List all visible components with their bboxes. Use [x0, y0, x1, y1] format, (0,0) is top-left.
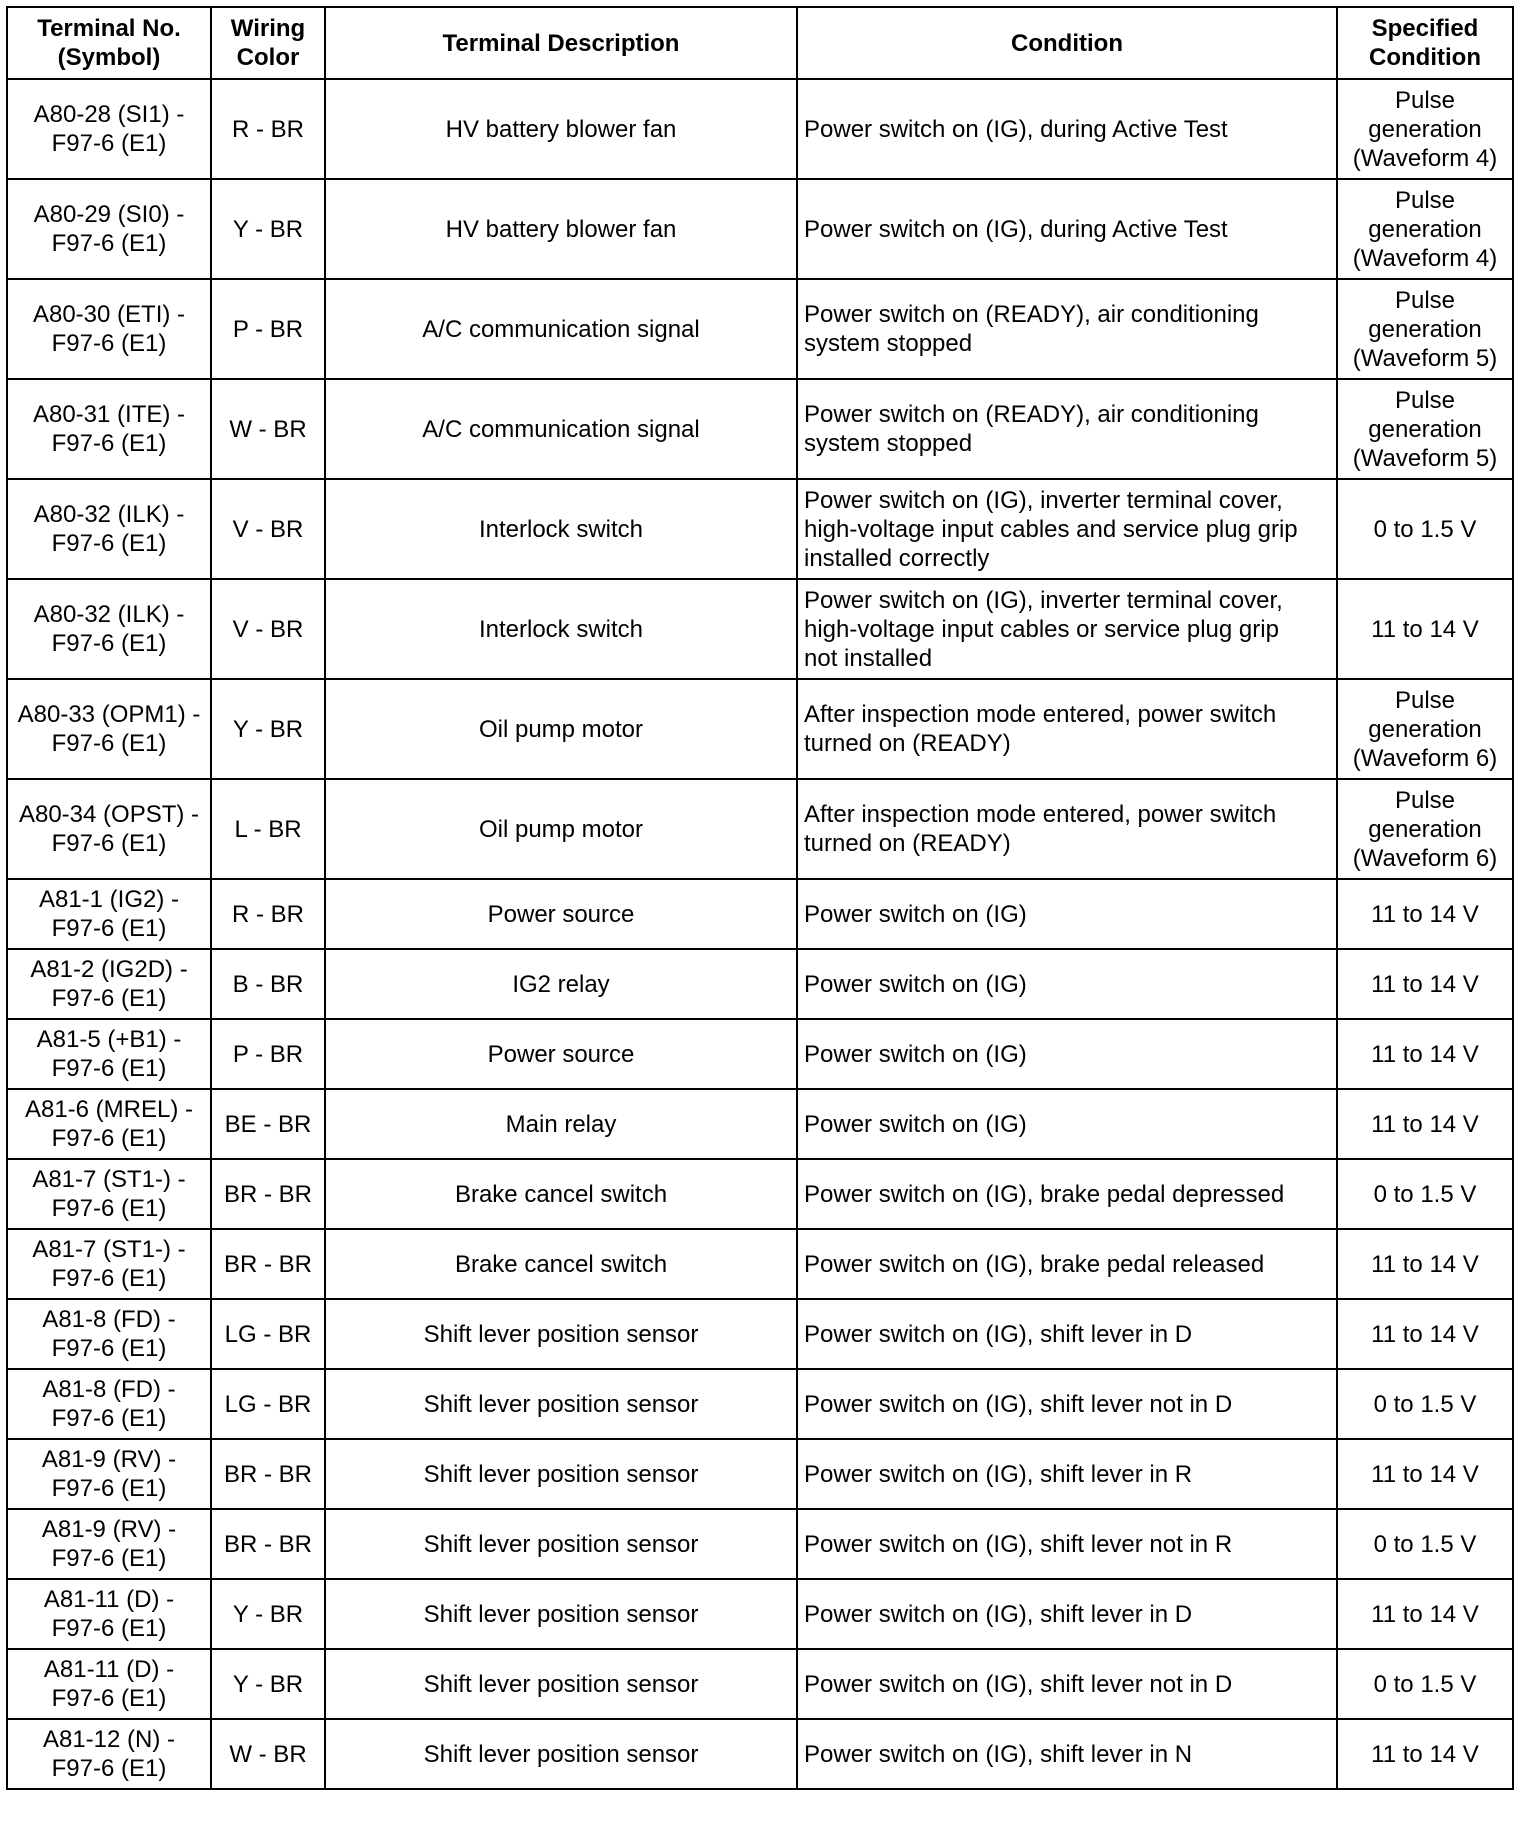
cell-wiring-color	[211, 479, 325, 579]
cell-wiring-color	[211, 1089, 325, 1159]
cell-terminal-text: A81-12 (N) - F97-6 (E1)	[42, 1726, 176, 1782]
cell-condition-text: Power switch on (IG), brake pedal depressed	[804, 1180, 1285, 1208]
cell-condition	[797, 179, 1337, 279]
cell-specified-condition-text: 0 to 1.5 V	[1373, 1670, 1477, 1698]
cell-terminal	[7, 1229, 211, 1299]
cell-condition	[797, 79, 1337, 179]
cell-terminal	[7, 1019, 211, 1089]
cell-terminal-description-text: Oil pump motor	[478, 715, 644, 743]
cell-specified-condition-text: 11 to 14 V	[1371, 615, 1479, 643]
table-row	[7, 1649, 1513, 1719]
cell-terminal-description-text: HV battery blower fan	[445, 215, 677, 243]
cell-terminal	[7, 679, 211, 779]
cell-terminal-description	[325, 1719, 797, 1789]
cell-condition-text: Power switch on (IG), shift lever not in D	[804, 1670, 1233, 1698]
cell-terminal	[7, 1579, 211, 1649]
cell-terminal-text: A80-33 (OPM1) - F97-6 (E1)	[17, 701, 201, 757]
cell-terminal-text: A81-9 (RV) - F97-6 (E1)	[41, 1516, 177, 1572]
cell-wiring-color-text: BR - BR	[223, 1250, 312, 1278]
cell-wiring-color-text: B - BR	[232, 970, 304, 998]
cell-terminal-description	[325, 579, 797, 679]
cell-terminal-description-text: Shift lever position sensor	[423, 1460, 699, 1488]
cell-wiring-color	[211, 579, 325, 679]
cell-specified-condition	[1337, 479, 1513, 579]
cell-terminal	[7, 79, 211, 179]
cell-condition	[797, 679, 1337, 779]
table-row	[7, 1369, 1513, 1439]
cell-terminal-description-text: A/C communication signal	[422, 315, 700, 343]
table-row	[7, 1719, 1513, 1789]
table-row	[7, 1159, 1513, 1229]
cell-specified-condition-text: 11 to 14 V	[1371, 900, 1479, 928]
header-specified-condition: Specified Condition	[1337, 7, 1513, 79]
cell-terminal-text: A81-5 (+B1) - F97-6 (E1)	[36, 1026, 182, 1082]
cell-condition-text: Power switch on (IG)	[804, 1040, 1027, 1068]
cell-terminal-description-text: HV battery blower fan	[445, 115, 677, 143]
cell-terminal-description-text: Shift lever position sensor	[423, 1670, 699, 1698]
table-row	[7, 1019, 1513, 1089]
cell-specified-condition-text: Pulse generation (Waveform 5)	[1352, 386, 1498, 472]
cell-specified-condition	[1337, 1649, 1513, 1719]
cell-condition	[797, 1649, 1337, 1719]
cell-terminal-text: A81-7 (ST1-) - F97-6 (E1)	[32, 1166, 186, 1222]
cell-wiring-color	[211, 949, 325, 1019]
cell-specified-condition-text: 11 to 14 V	[1371, 1040, 1479, 1068]
cell-terminal-description-text: Interlock switch	[478, 515, 644, 543]
cell-terminal-description	[325, 679, 797, 779]
cell-terminal-text: A80-29 (SI0) - F97-6 (E1)	[33, 201, 185, 257]
cell-terminal	[7, 279, 211, 379]
cell-wiring-color-text: LG - BR	[224, 1390, 312, 1418]
table-row	[7, 1509, 1513, 1579]
cell-wiring-color-text: Y - BR	[232, 715, 304, 743]
table-row	[7, 79, 1513, 179]
cell-terminal-text: A81-7 (ST1-) - F97-6 (E1)	[32, 1236, 186, 1292]
cell-condition-text: Power switch on (IG), inverter terminal cover, high-voltage input cables or service plug grip not installed	[804, 586, 1283, 672]
cell-wiring-color	[211, 1229, 325, 1299]
cell-specified-condition-text: Pulse generation (Waveform 4)	[1352, 86, 1498, 172]
cell-condition-text: After inspection mode entered, power switch turned on (READY)	[804, 701, 1277, 757]
cell-terminal	[7, 479, 211, 579]
cell-terminal-text: A81-1 (IG2) - F97-6 (E1)	[38, 886, 180, 942]
cell-specified-condition	[1337, 679, 1513, 779]
cell-specified-condition-text: Pulse generation (Waveform 5)	[1352, 286, 1498, 372]
cell-terminal	[7, 1369, 211, 1439]
cell-terminal-description	[325, 379, 797, 479]
cell-terminal-text: A81-8 (FD) - F97-6 (E1)	[42, 1306, 176, 1362]
cell-terminal	[7, 1299, 211, 1369]
cell-terminal-description-text: Brake cancel switch	[454, 1180, 668, 1208]
cell-terminal-text: A81-2 (IG2D) - F97-6 (E1)	[30, 956, 188, 1012]
cell-specified-condition-text: 11 to 14 V	[1371, 970, 1479, 998]
cell-terminal-text: A81-11 (D) - F97-6 (E1)	[43, 1656, 175, 1712]
cell-terminal-description	[325, 1299, 797, 1369]
cell-terminal-description-text: Shift lever position sensor	[423, 1600, 699, 1628]
cell-specified-condition	[1337, 1019, 1513, 1089]
cell-terminal-description-text: Power source	[487, 900, 635, 928]
cell-specified-condition	[1337, 1299, 1513, 1369]
cell-wiring-color-text: P - BR	[232, 1040, 304, 1068]
cell-specified-condition-text: Pulse generation (Waveform 4)	[1352, 186, 1498, 272]
cell-wiring-color	[211, 779, 325, 879]
cell-terminal	[7, 1649, 211, 1719]
cell-terminal-description	[325, 779, 797, 879]
header-terminal-description: Terminal Description	[325, 7, 797, 79]
cell-condition	[797, 879, 1337, 949]
cell-condition-text: Power switch on (READY), air conditioning system stopped	[804, 301, 1259, 357]
cell-wiring-color	[211, 679, 325, 779]
cell-specified-condition-text: Pulse generation (Waveform 6)	[1352, 686, 1498, 772]
cell-terminal	[7, 179, 211, 279]
cell-specified-condition-text: 11 to 14 V	[1371, 1110, 1479, 1138]
cell-terminal-text: A81-11 (D) - F97-6 (E1)	[43, 1586, 175, 1642]
cell-condition-text: Power switch on (IG), shift lever in R	[804, 1460, 1193, 1488]
cell-specified-condition-text: 0 to 1.5 V	[1373, 1390, 1477, 1418]
cell-terminal-description	[325, 279, 797, 379]
cell-specified-condition	[1337, 949, 1513, 1019]
cell-terminal	[7, 1159, 211, 1229]
table-row	[7, 1579, 1513, 1649]
cell-condition	[797, 279, 1337, 379]
cell-condition	[797, 1579, 1337, 1649]
cell-wiring-color-text: W - BR	[229, 415, 307, 443]
cell-terminal-text: A80-31 (ITE) - F97-6 (E1)	[32, 401, 186, 457]
cell-specified-condition-text: 11 to 14 V	[1371, 1320, 1479, 1348]
cell-wiring-color	[211, 1439, 325, 1509]
cell-wiring-color-text: P - BR	[232, 315, 304, 343]
table-row	[7, 179, 1513, 279]
cell-condition-text: Power switch on (IG)	[804, 970, 1027, 998]
cell-specified-condition	[1337, 579, 1513, 679]
header-terminal: Terminal No. (Symbol)	[7, 7, 211, 79]
cell-terminal-description	[325, 949, 797, 1019]
cell-terminal-description-text: Shift lever position sensor	[423, 1530, 699, 1558]
cell-wiring-color-text: LG - BR	[224, 1320, 312, 1348]
cell-terminal-description	[325, 1579, 797, 1649]
cell-wiring-color-text: Y - BR	[232, 1670, 304, 1698]
cell-terminal-description	[325, 1649, 797, 1719]
table-row	[7, 1439, 1513, 1509]
cell-terminal-description	[325, 1229, 797, 1299]
cell-wiring-color-text: Y - BR	[232, 215, 304, 243]
cell-condition	[797, 1719, 1337, 1789]
cell-terminal-description-text: Shift lever position sensor	[423, 1320, 699, 1348]
cell-condition-text: Power switch on (IG), shift lever in N	[804, 1740, 1193, 1768]
cell-condition	[797, 949, 1337, 1019]
table-row	[7, 879, 1513, 949]
cell-terminal-description-text: IG2 relay	[512, 970, 610, 998]
cell-specified-condition	[1337, 1579, 1513, 1649]
cell-terminal	[7, 949, 211, 1019]
cell-specified-condition-text: 0 to 1.5 V	[1373, 1530, 1477, 1558]
cell-terminal-text: A80-32 (ILK) - F97-6 (E1)	[33, 601, 185, 657]
cell-terminal-text: A80-30 (ETI) - F97-6 (E1)	[32, 301, 186, 357]
cell-terminal-description	[325, 479, 797, 579]
cell-terminal-description-text: Interlock switch	[478, 615, 644, 643]
cell-terminal-description	[325, 879, 797, 949]
table-row	[7, 1089, 1513, 1159]
cell-terminal	[7, 879, 211, 949]
cell-terminal	[7, 1439, 211, 1509]
cell-condition-text: Power switch on (IG), shift lever in D	[804, 1320, 1193, 1348]
cell-terminal-description	[325, 1369, 797, 1439]
cell-terminal-text: A81-6 (MREL) - F97-6 (E1)	[24, 1096, 194, 1152]
table-row	[7, 779, 1513, 879]
table-row	[7, 479, 1513, 579]
cell-terminal	[7, 1509, 211, 1579]
cell-specified-condition-text: 11 to 14 V	[1371, 1460, 1479, 1488]
cell-wiring-color	[211, 379, 325, 479]
cell-specified-condition	[1337, 79, 1513, 179]
cell-terminal-text: A80-28 (SI1) - F97-6 (E1)	[33, 101, 185, 157]
cell-condition	[797, 1229, 1337, 1299]
cell-terminal-description-text: Main relay	[505, 1110, 617, 1138]
cell-terminal-description-text: Shift lever position sensor	[423, 1740, 699, 1768]
cell-condition-text: Power switch on (IG), shift lever not in D	[804, 1390, 1233, 1418]
cell-terminal-text: A81-9 (RV) - F97-6 (E1)	[41, 1446, 177, 1502]
cell-terminal-description	[325, 79, 797, 179]
cell-wiring-color-text: BE - BR	[224, 1110, 312, 1138]
cell-specified-condition-text: 11 to 14 V	[1371, 1740, 1479, 1768]
cell-specified-condition	[1337, 879, 1513, 949]
cell-terminal-description	[325, 1509, 797, 1579]
cell-wiring-color-text: BR - BR	[223, 1180, 312, 1208]
cell-terminal	[7, 779, 211, 879]
cell-wiring-color-text: W - BR	[229, 1740, 307, 1768]
cell-specified-condition	[1337, 1369, 1513, 1439]
cell-wiring-color-text: R - BR	[232, 115, 304, 143]
cell-condition	[797, 1509, 1337, 1579]
cell-terminal-description	[325, 179, 797, 279]
cell-condition	[797, 479, 1337, 579]
cell-wiring-color-text: L - BR	[234, 815, 302, 843]
cell-condition-text: Power switch on (IG)	[804, 1110, 1027, 1138]
cell-specified-condition-text: 11 to 14 V	[1371, 1250, 1479, 1278]
cell-wiring-color	[211, 1579, 325, 1649]
cell-terminal-description-text: Shift lever position sensor	[423, 1390, 699, 1418]
cell-wiring-color	[211, 1719, 325, 1789]
cell-condition	[797, 379, 1337, 479]
cell-terminal-description-text: A/C communication signal	[422, 415, 700, 443]
cell-condition-text: Power switch on (IG)	[804, 900, 1027, 928]
cell-wiring-color	[211, 279, 325, 379]
cell-wiring-color	[211, 1019, 325, 1089]
table-body	[7, 79, 1513, 1789]
cell-condition-text: Power switch on (IG), brake pedal released	[804, 1250, 1265, 1278]
cell-specified-condition-text: 0 to 1.5 V	[1373, 1180, 1477, 1208]
cell-specified-condition	[1337, 1719, 1513, 1789]
cell-condition-text: After inspection mode entered, power switch turned on (READY)	[804, 801, 1277, 857]
cell-terminal-text: A80-34 (OPST) - F97-6 (E1)	[18, 801, 200, 857]
cell-wiring-color-text: R - BR	[232, 900, 304, 928]
cell-terminal-description	[325, 1019, 797, 1089]
cell-condition	[797, 1369, 1337, 1439]
cell-condition-text: Power switch on (IG), during Active Test	[804, 215, 1228, 243]
cell-wiring-color	[211, 179, 325, 279]
cell-terminal-description	[325, 1159, 797, 1229]
cell-condition-text: Power switch on (IG), shift lever not in R	[804, 1530, 1233, 1558]
cell-terminal-text: A81-8 (FD) - F97-6 (E1)	[42, 1376, 176, 1432]
cell-specified-condition	[1337, 1089, 1513, 1159]
cell-condition-text: Power switch on (READY), air conditioning system stopped	[804, 401, 1259, 457]
terminal-spec-table	[6, 6, 1514, 1790]
cell-wiring-color	[211, 879, 325, 949]
cell-terminal-description	[325, 1439, 797, 1509]
cell-terminal-description	[325, 1089, 797, 1159]
cell-specified-condition	[1337, 1229, 1513, 1299]
cell-condition-text: Power switch on (IG), during Active Test	[804, 115, 1228, 143]
cell-specified-condition	[1337, 379, 1513, 479]
table-row	[7, 1229, 1513, 1299]
cell-wiring-color-text: V - BR	[232, 615, 304, 643]
header-condition: Condition	[797, 7, 1337, 79]
cell-wiring-color-text: Y - BR	[232, 1600, 304, 1628]
cell-wiring-color-text: BR - BR	[223, 1530, 312, 1558]
cell-terminal	[7, 379, 211, 479]
table-row	[7, 379, 1513, 479]
cell-wiring-color	[211, 1369, 325, 1439]
cell-wiring-color	[211, 79, 325, 179]
cell-condition	[797, 1299, 1337, 1369]
cell-wiring-color	[211, 1649, 325, 1719]
cell-condition	[797, 1089, 1337, 1159]
cell-specified-condition	[1337, 779, 1513, 879]
cell-specified-condition-text: 11 to 14 V	[1371, 1600, 1479, 1628]
table-row	[7, 579, 1513, 679]
cell-specified-condition	[1337, 1439, 1513, 1509]
table-row	[7, 949, 1513, 1019]
cell-terminal-text: A80-32 (ILK) - F97-6 (E1)	[33, 501, 185, 557]
cell-condition	[797, 579, 1337, 679]
cell-specified-condition	[1337, 1159, 1513, 1229]
cell-specified-condition	[1337, 279, 1513, 379]
cell-specified-condition-text: Pulse generation (Waveform 6)	[1352, 786, 1498, 872]
cell-terminal	[7, 579, 211, 679]
cell-condition	[797, 1439, 1337, 1509]
cell-terminal-description-text: Oil pump motor	[478, 815, 644, 843]
cell-specified-condition-text: 0 to 1.5 V	[1373, 515, 1477, 543]
cell-terminal-description-text: Brake cancel switch	[454, 1250, 668, 1278]
cell-specified-condition	[1337, 1509, 1513, 1579]
cell-specified-condition	[1337, 179, 1513, 279]
cell-condition	[797, 1019, 1337, 1089]
cell-wiring-color-text: V - BR	[232, 515, 304, 543]
table-row	[7, 679, 1513, 779]
cell-wiring-color	[211, 1159, 325, 1229]
cell-condition	[797, 1159, 1337, 1229]
cell-condition-text: Power switch on (IG), inverter terminal cover, high-voltage input cables and service plug grip installed correctly	[804, 486, 1298, 572]
table-row	[7, 279, 1513, 379]
cell-wiring-color-text: BR - BR	[223, 1460, 312, 1488]
cell-wiring-color	[211, 1509, 325, 1579]
table-row	[7, 1299, 1513, 1369]
cell-terminal-description-text: Power source	[487, 1040, 635, 1068]
cell-wiring-color	[211, 1299, 325, 1369]
cell-condition-text: Power switch on (IG), shift lever in D	[804, 1600, 1193, 1628]
cell-terminal	[7, 1719, 211, 1789]
table-header-row	[7, 7, 1513, 79]
cell-condition	[797, 779, 1337, 879]
header-wiring-color: Wiring Color	[211, 7, 325, 79]
cell-terminal	[7, 1089, 211, 1159]
